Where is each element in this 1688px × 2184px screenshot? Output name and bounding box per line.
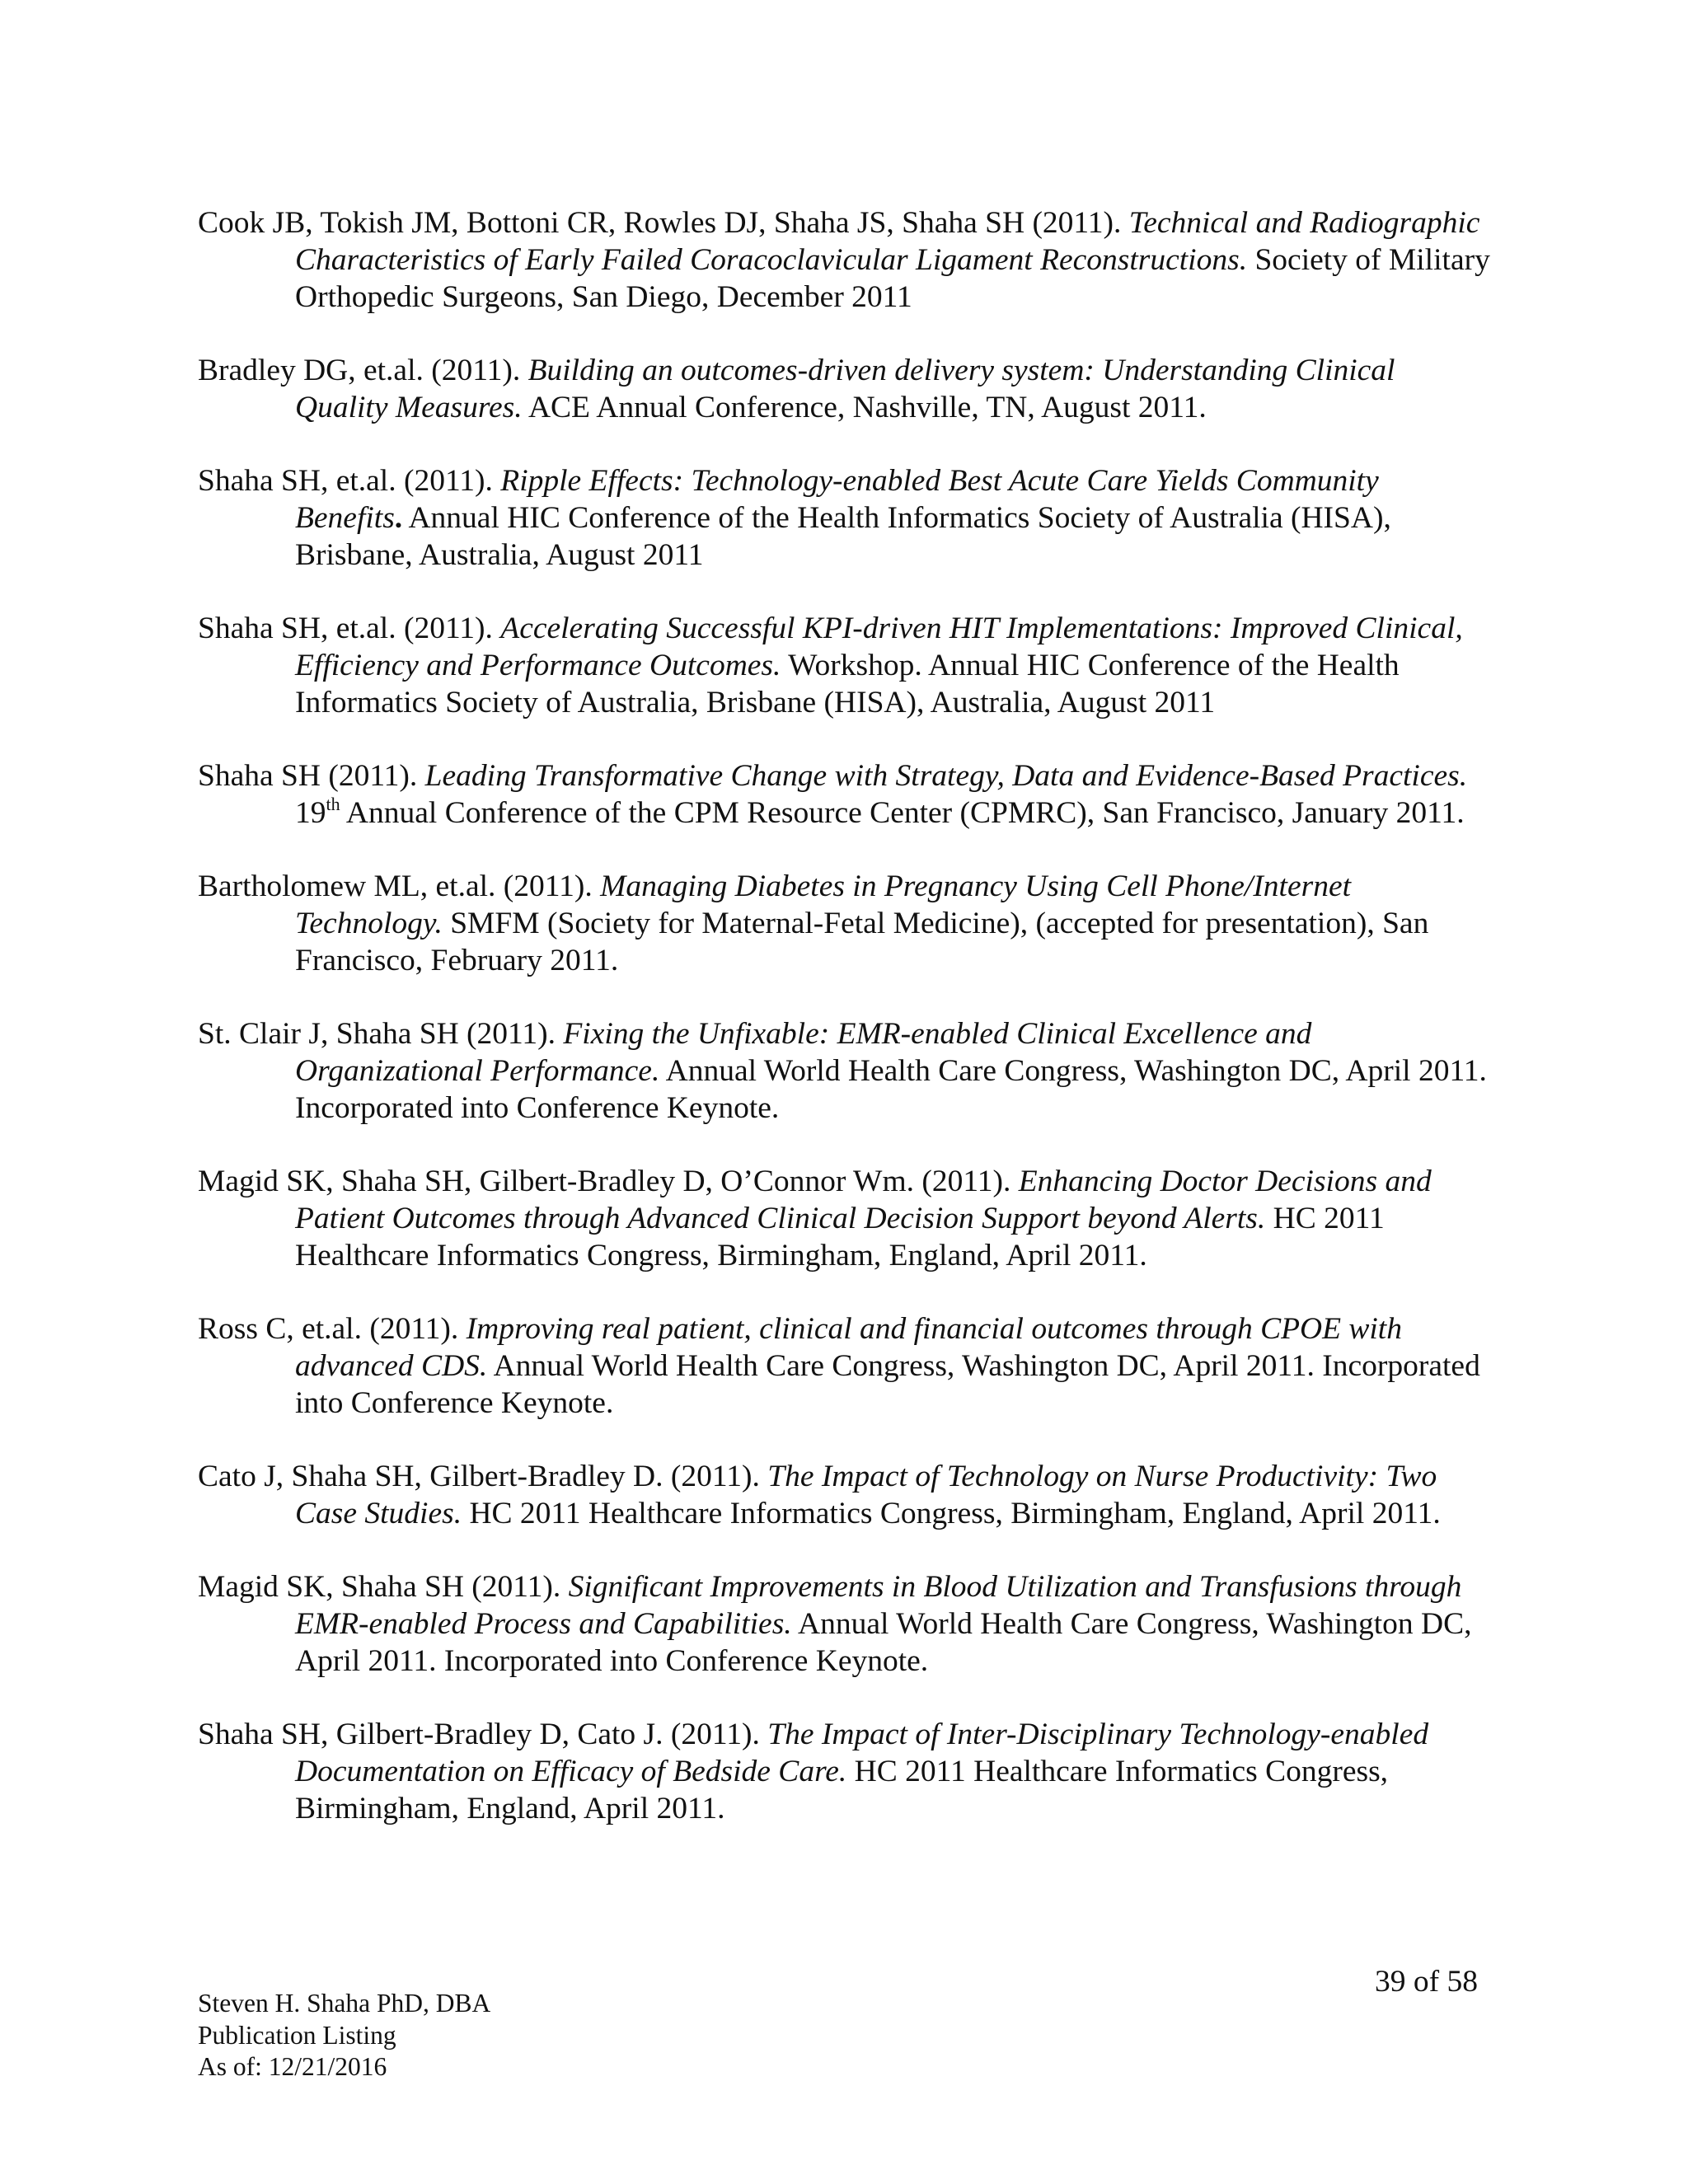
footer-author: Steven H. Shaha PhD, DBA — [198, 1989, 491, 2018]
reference-entry — [198, 868, 1492, 979]
reference-ordinal: 19 — [295, 796, 326, 830]
publication-list — [198, 204, 1492, 1863]
reference-title: The Impact of Technology on Nurse Productivity: Two Case Studies. — [295, 1460, 1437, 1530]
reference-entry — [198, 352, 1492, 426]
reference-title: Improving real patient, clinical and financial outcomes through CPOE with advanced CDS. — [295, 1312, 1402, 1383]
reference-venue: Annual World Health Care Congress, Washington DC, April 2011. Incorporated into Conference Keynote. — [295, 1349, 1480, 1420]
reference-authors-year: Magid SK, Shaha SH, Gilbert-Bradley D, O’Connor Wm. (2011). — [198, 1165, 1019, 1198]
reference-authors-year: St. Clair J, Shaha SH (2011). — [198, 1017, 564, 1051]
footer-as-of-date: As of: 12/21/2016 — [198, 2052, 387, 2081]
reference-title: Managing Diabetes in Pregnancy Using Cell Phone/Internet Technology. — [295, 869, 1352, 940]
reference-entry — [198, 204, 1492, 316]
footer-document-title: Publication Listing — [198, 2020, 396, 2050]
reference-title: Accelerating Successful KPI-driven HIT Implementations: Improved Clinical, Efficiency and Performance Outcomes. — [295, 612, 1463, 682]
reference-authors-year: Shaha SH, Gilbert-Bradley D, Cato J. (2011). — [198, 1718, 768, 1751]
reference-entry — [198, 1310, 1492, 1422]
reference-venue: ACE Annual Conference, Nashville, TN, August 2011. — [522, 391, 1207, 424]
reference-authors-year: Shaha SH, et.al. (2011). — [198, 612, 501, 645]
reference-authors-year: Magid SK, Shaha SH (2011). — [198, 1570, 569, 1604]
reference-authors-year: Cato J, Shaha SH, Gilbert-Bradley D. (2011). — [198, 1460, 768, 1493]
reference-venue: HC 2011 Healthcare Informatics Congress, Birmingham, England, April 2011. — [295, 1202, 1385, 1272]
reference-title: Ripple Effects: Technology-enabled Best Acute Care Yields Community Benefits — [295, 464, 1379, 535]
reference-entry — [198, 1163, 1492, 1274]
reference-title: Technical and Radiographic Characteristics of Early Failed Coracoclavicular Ligament Reconstructions. — [295, 206, 1480, 277]
reference-authors-year: Bradley DG, et.al. (2011). — [198, 354, 528, 387]
reference-title: Fixing the Unfixable: EMR-enabled Clinical Excellence and Organizational Performance. — [295, 1017, 1312, 1088]
page-footer — [198, 1988, 490, 2083]
reference-authors-year: Shaha SH, et.al. (2011). — [198, 464, 501, 498]
reference-ordinal-suffix: th — [326, 794, 340, 814]
reference-authors-year: Shaha SH (2011). — [198, 759, 425, 793]
reference-title-period: . — [394, 501, 403, 535]
reference-title: Significant Improvements in Blood Utilization and Transfusions through EMR-enabled Process and Capabilities. — [295, 1570, 1462, 1641]
reference-venue: Annual World Health Care Congress, Washington DC, April 2011. Incorporated into Conference Keynote. — [295, 1054, 1487, 1125]
reference-venue: SMFM (Society for Maternal-Fetal Medicine), (accepted for presentation), San Francisco, February 2011. — [295, 907, 1429, 977]
reference-entry — [198, 462, 1492, 574]
reference-entry — [198, 757, 1492, 832]
reference-venue: Annual Conference of the CPM Resource Center (CPMRC), San Francisco, January 2011. — [340, 796, 1465, 830]
reference-title: Leading Transformative Change with Strategy, Data and Evidence-Based Practices. — [424, 759, 1468, 793]
reference-authors-year: Ross C, et.al. (2011). — [198, 1312, 467, 1346]
reference-authors-year: Cook JB, Tokish JM, Bottoni CR, Rowles DJ, Shaha JS, Shaha SH (2011). — [198, 206, 1129, 240]
reference-entry — [198, 1568, 1492, 1680]
reference-authors-year: Bartholomew ML, et.al. (2011). — [198, 869, 601, 903]
reference-title: Building an outcomes-driven delivery system: Understanding Clinical Quality Measures. — [295, 354, 1395, 424]
reference-venue: Annual HIC Conference of the Health Informatics Society of Australia (HISA), Brisbane, Australia, August 2011 — [295, 501, 1391, 572]
reference-entry — [198, 1716, 1492, 1827]
reference-entry — [198, 1015, 1492, 1127]
reference-venue: HC 2011 Healthcare Informatics Congress, Birmingham, England, April 2011. — [295, 1755, 1389, 1825]
page-number: 39 of 58 — [1375, 1965, 1478, 1999]
reference-venue: Society of Military Orthopedic Surgeons, San Diego, December 2011 — [295, 243, 1490, 314]
reference-venue: Workshop. Annual HIC Conference of the Health Informatics Society of Australia, Brisbane (HISA), Australia, August 2011 — [295, 649, 1400, 719]
reference-entry — [198, 610, 1492, 721]
reference-title: The Impact of Inter-Disciplinary Technology-enabled Documentation on Efficacy of Bedside Care. — [295, 1718, 1429, 1788]
reference-venue: HC 2011 Healthcare Informatics Congress, Birmingham, England, April 2011. — [462, 1497, 1441, 1530]
reference-title: Enhancing Doctor Decisions and Patient Outcomes through Advanced Clinical Decision Support beyond Alerts. — [295, 1165, 1432, 1235]
reference-venue: Annual World Health Care Congress, Washington DC, April 2011. Incorporated into Conference Keynote. — [295, 1607, 1472, 1678]
reference-entry — [198, 1458, 1492, 1532]
